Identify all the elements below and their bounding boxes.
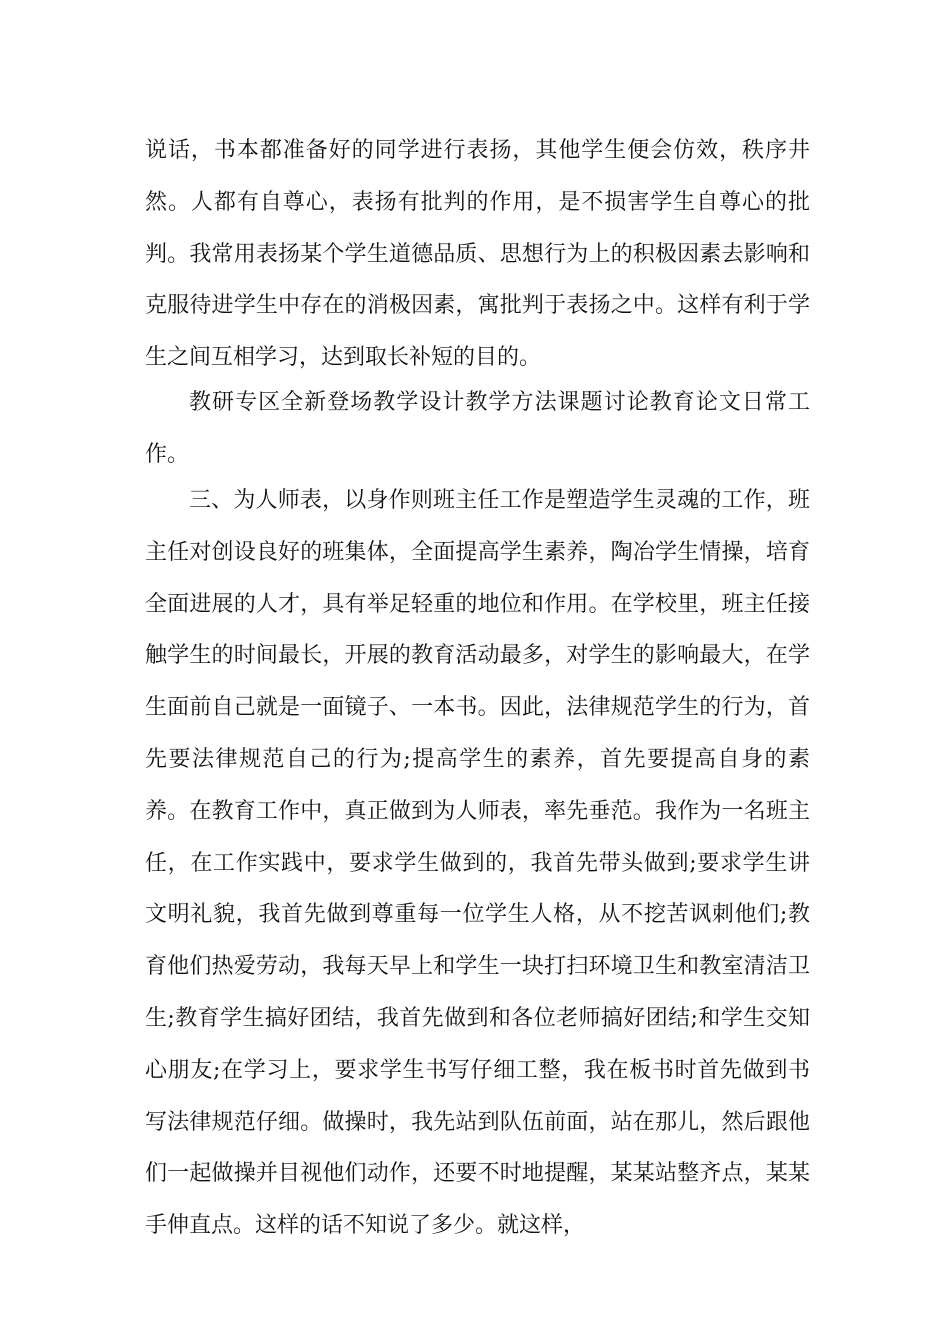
paragraph-praise: 说话，书本都准备好的同学进行表扬，其他学生便会仿效，秩序井然。人都有自尊心，表扬有批判的作用，是不损害学生自尊心的批判。我常用表扬某个学生道德品质、思想行为上的积极因素去影响和克服待进学生中存在的消极因素，寓批判于表扬之中。这样有利于学生之间互相学习，达到取长补短的目的。 bbox=[145, 138, 810, 371]
document-body bbox=[145, 475, 810, 1252]
document-body bbox=[145, 125, 810, 384]
paragraph-role-model: 三、为人师表，以身作则班主任工作是塑造学生灵魂的工作，班主任对创设良好的班集体，全面提高学生素养，陶冶学生情操，培育全面进展的人才，具有举足轻重的地位和作用。在学校里，班主任接触学生的时间最长，开展的教育活动最多，对学生的影响最大，在学生面前自己就是一面镜子、一本书。因此，法律规范学生的行为，首先要法律规范自己的行为;提高学生的素养，首先要提高自身的素养。在教育工作中，真正做到为人师表，率先垂范。我作为一名班主任，在工作实践中，要求学生做到的，我首先带头做到;要求学生讲文明礼貌，我首先做到尊重每一位学生人格，从不挖苦讽刺他们;教育他们热爱劳动，我每天早上和学生一块打扫环境卫生和教室清洁卫生;教育学生搞好团结，我首先做到和各位老师搞好团结;和学生交知心朋友;在学习上，要求学生书写仔细工整，我在板书时首先做到书写法律规范仔细。做操时，我先站到队伍前面，站在那儿，然后跟他们一起做操并目视他们动作，还要不时地提醒，某某站整齐点，某某手伸直点。这样的话不知说了多少。就这样， bbox=[145, 488, 810, 1239]
document-body bbox=[145, 377, 810, 481]
paragraph-teaching-zone: 教研专区全新登场教学设计教学方法课题讨论教育论文日常工作。 bbox=[145, 390, 810, 467]
